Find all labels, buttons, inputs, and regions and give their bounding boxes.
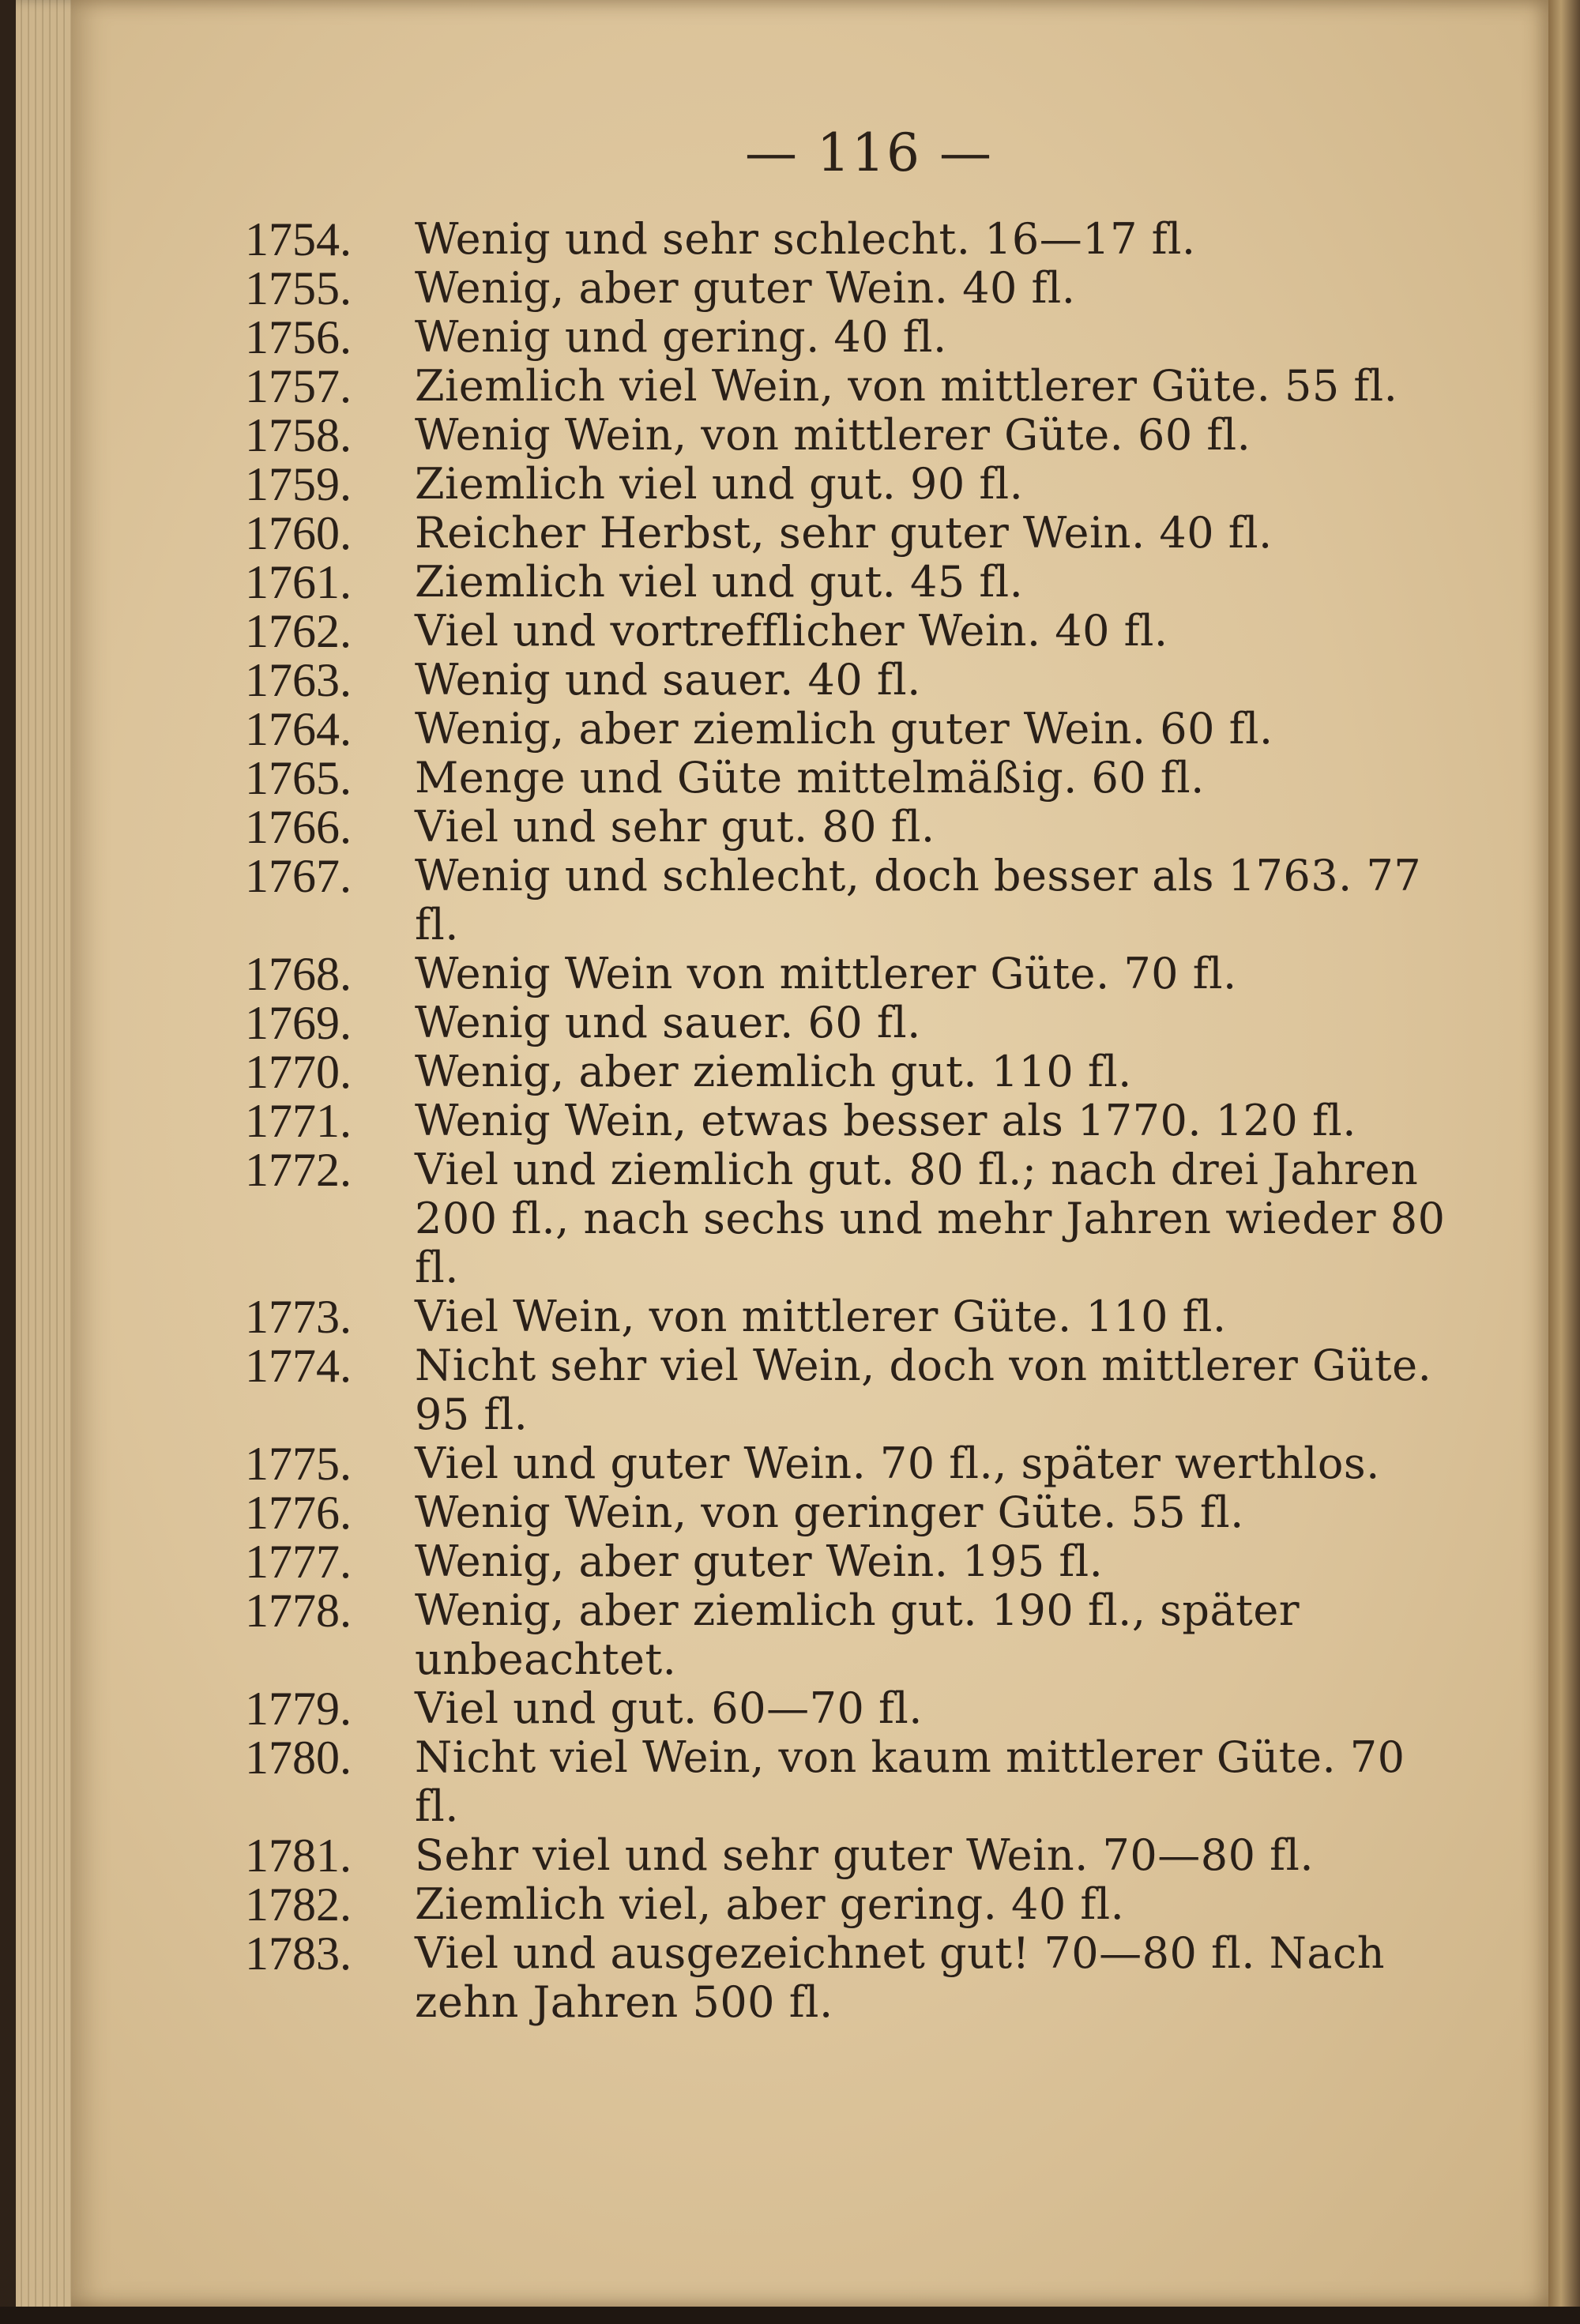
entry-year: 1783. [245, 1927, 352, 1980]
entry-year: 1777. [245, 1536, 352, 1588]
entry-text: Viel und vortrefflicher Wein. 40 fl. [415, 606, 1168, 656]
vintage-entry [245, 362, 1462, 411]
entry-year: 1761. [245, 556, 352, 608]
entry-text: Sehr viel und sehr guter Wein. 70—80 fl. [415, 1830, 1315, 1880]
vintage-entry [245, 1733, 1462, 1831]
entry-year: 1765. [245, 752, 352, 804]
entry-year: 1767. [245, 850, 352, 902]
entry-year: 1757. [245, 360, 352, 412]
entry-text: Ziemlich viel und gut. 90 fl. [415, 459, 1024, 509]
entry-text: Nicht sehr viel Wein, doch von mittlerer Güte. 95 fl. [415, 1341, 1432, 1439]
vintage-entry [245, 1831, 1462, 1880]
entry-year: 1775. [245, 1438, 352, 1490]
entry-text: Wenig, aber guter Wein. 40 fl. [415, 263, 1076, 313]
vintage-entry [245, 1341, 1462, 1439]
vintage-entry [245, 1684, 1462, 1733]
entry-year: 1776. [245, 1487, 352, 1539]
entry-text: Nicht viel Wein, von kaum mittlerer Güte. 70 fl. [415, 1732, 1405, 1831]
entry-text: Wenig und gering. 40 fl. [415, 312, 947, 362]
vintage-entry [245, 509, 1462, 558]
vintage-entry [245, 1586, 1462, 1684]
entry-year: 1774. [245, 1340, 352, 1392]
entry-year: 1754. [245, 213, 352, 265]
entry-year: 1762. [245, 605, 352, 657]
entry-year: 1778. [245, 1585, 352, 1637]
vintage-entry [245, 803, 1462, 852]
entry-text: Wenig Wein, von geringer Güte. 55 fl. [415, 1487, 1244, 1537]
entry-year: 1756. [245, 311, 352, 363]
entry-text: Viel und ziemlich gut. 80 fl.; nach drei Jahren 200 fl., nach sechs und mehr Jahren wieder 80 fl. [415, 1145, 1446, 1292]
entry-text: Wenig Wein von mittlerer Güte. 70 fl. [415, 949, 1237, 998]
vintage-entry [245, 998, 1462, 1047]
vintage-entry [245, 754, 1462, 803]
entry-year: 1755. [245, 262, 352, 314]
vintage-entry [245, 852, 1462, 950]
entry-text: Wenig und schlecht, doch besser als 1763. 77 fl. [415, 851, 1422, 950]
vintage-entry [245, 411, 1462, 460]
vintage-entry [245, 215, 1462, 264]
entry-year: 1779. [245, 1683, 352, 1735]
entry-year: 1781. [245, 1829, 352, 1882]
vintage-entry [245, 656, 1462, 705]
entry-text: Viel und gut. 60—70 fl. [415, 1683, 923, 1733]
entry-text: Viel Wein, von mittlerer Güte. 110 fl. [415, 1292, 1227, 1341]
entry-text: Wenig Wein, etwas besser als 1770. 120 fl. [415, 1096, 1356, 1145]
vintage-entry [245, 264, 1462, 313]
entry-text: Wenig, aber guter Wein. 195 fl. [415, 1536, 1104, 1586]
vintage-entry [245, 460, 1462, 509]
entry-year: 1758. [245, 409, 352, 461]
vintage-entry [245, 1488, 1462, 1537]
page-number: — 116 — [745, 122, 993, 183]
entry-year: 1770. [245, 1046, 352, 1098]
entry-text: Wenig, aber ziemlich gut. 110 fl. [415, 1047, 1132, 1096]
vintage-entry [245, 1880, 1462, 1929]
entry-year: 1782. [245, 1878, 352, 1931]
entry-text: Wenig und sauer. 40 fl. [415, 655, 921, 705]
entry-text: Viel und ausgezeichnet gut! 70—80 fl. Nach zehn Jahren 500 fl. [415, 1928, 1386, 2027]
entry-year: 1780. [245, 1732, 352, 1784]
vintage-entry [245, 1047, 1462, 1096]
book-gutter-edge [1548, 0, 1580, 2324]
entry-year: 1768. [245, 948, 352, 1000]
entry-text: Wenig, aber ziemlich guter Wein. 60 fl. [415, 704, 1273, 754]
entry-text: Wenig und sehr schlecht. 16—17 fl. [415, 214, 1196, 264]
entry-text: Viel und guter Wein. 70 fl., später werthlos. [415, 1438, 1380, 1488]
vintage-entries-list [245, 215, 1462, 2027]
entry-text: Wenig, aber ziemlich gut. 190 fl., später unbeachtet. [415, 1585, 1300, 1684]
vintage-entry [245, 1292, 1462, 1341]
vintage-entry [245, 313, 1462, 362]
entry-year: 1763. [245, 654, 352, 706]
vintage-entry [245, 950, 1462, 998]
scan-bottom-edge [0, 2307, 1580, 2324]
vintage-entry [245, 1929, 1462, 2027]
vintage-entry [245, 705, 1462, 754]
entry-text: Wenig Wein, von mittlerer Güte. 60 fl. [415, 410, 1251, 460]
entry-year: 1773. [245, 1291, 352, 1343]
vintage-entry [245, 1537, 1462, 1586]
vintage-entry [245, 1096, 1462, 1145]
entry-text: Viel und sehr gut. 80 fl. [415, 802, 935, 852]
entry-text: Wenig und sauer. 60 fl. [415, 998, 921, 1047]
vintage-entry [245, 607, 1462, 656]
vintage-entry [245, 558, 1462, 607]
entry-text: Menge und Güte mittelmäßig. 60 fl. [415, 753, 1205, 803]
vintage-entry [245, 1439, 1462, 1488]
entry-year: 1772. [245, 1144, 352, 1196]
vintage-entry [245, 1145, 1462, 1292]
entry-text: Reicher Herbst, sehr guter Wein. 40 fl. [415, 508, 1273, 558]
entry-year: 1771. [245, 1095, 352, 1147]
entry-text: Ziemlich viel und gut. 45 fl. [415, 557, 1024, 607]
entry-year: 1769. [245, 997, 352, 1049]
entry-text: Ziemlich viel Wein, von mittlerer Güte. 55 fl. [415, 361, 1398, 411]
entry-year: 1764. [245, 703, 352, 755]
entry-year: 1760. [245, 507, 352, 559]
entry-year: 1759. [245, 458, 352, 510]
entry-text: Ziemlich viel, aber gering. 40 fl. [415, 1879, 1125, 1929]
entry-year: 1766. [245, 801, 352, 853]
